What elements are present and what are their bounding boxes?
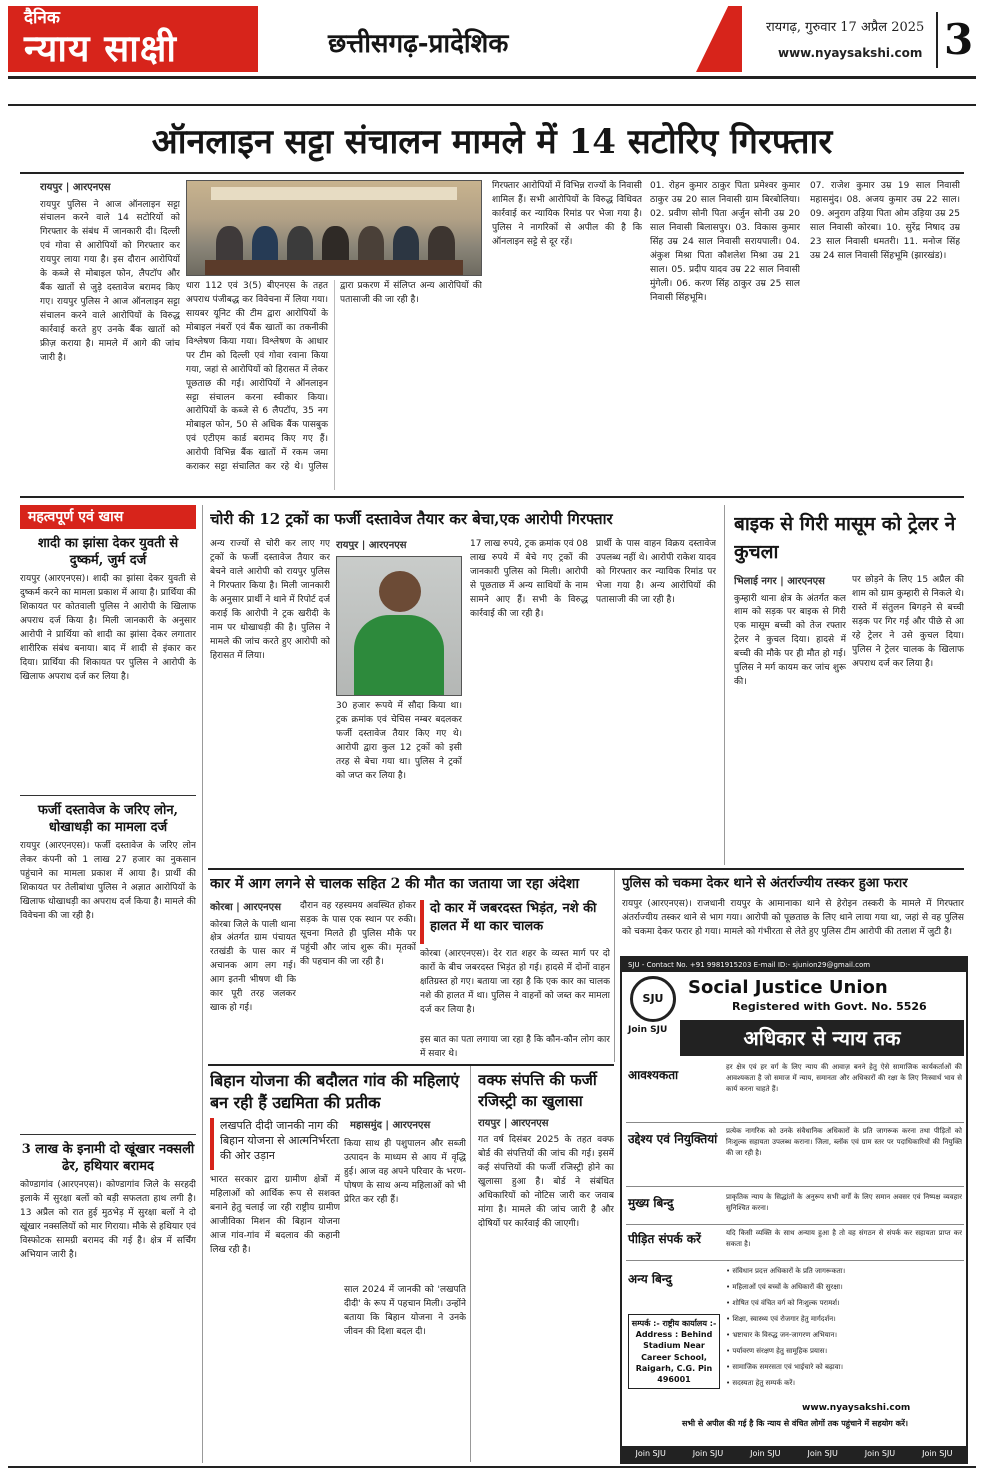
story-title: फर्जी दस्तावेज के जरिए लोन, धोखाधड़ी का मामला दर्ज [37, 803, 179, 835]
bihan-subhead: लखपति दीदी जानकी नाग की बिहान योजना से आत्मनिर्भरता की ओर उड़ान [210, 1118, 346, 1170]
photo-torso [354, 615, 443, 696]
story-text: रायपुर (आरएनएस)। फर्जी दस्तावेज के जरिए लोन लेकर कंपनी को 1 लाख 27 हजार का नुकसान पहुंचाने का मामला प्रकाश में आया है। प्रार्थी की शिकायत पर तेलीबांधा पुलिस ने अज्ञात आरोपियों के खिलाफ धोखाधड़ी का अपराध दर्ज किया है। मामले की विवेचना की जा रही है। [20, 841, 196, 921]
ad-label-points: मुख्य बिन्दु [628, 1196, 674, 1210]
byline: महासमुंद | आरएनएस [350, 1120, 431, 1131]
byline: रायपुर | आरएनएस [336, 540, 407, 550]
ad-banner: अधिकार से न्याय तक [680, 1020, 964, 1056]
ad-label-other: अन्य बिन्दु [628, 1272, 672, 1286]
raid-photo [186, 180, 482, 276]
story-text: भारत सरकार द्वारा ग्रामीण क्षेत्रों में महिलाओं को आर्थिक रूप से सशक्त बनाने हेतु चलाई जा रही राष्ट्रीय ग्रामीण आजीविका मिशन की बिहान योजना आज गांव-गांव में बदलाव की कहानी लिख रही है। [210, 1175, 340, 1255]
brand-name: न्याय साक्षी [24, 26, 178, 70]
two-car-headline-box [420, 900, 610, 944]
two-car-footer [420, 1034, 610, 1062]
story-text: गिरफ्तार आरोपियों में विभिन्न राज्यों के निवासी शामिल हैं। सभी आरोपियों के विरुद्ध विधिवत कार्रवाई कर न्यायिक रिमांड पर भेजा गया है। पुलिस ने नागरिकों से अपील की है कि ऑनलाइन सट्टे से दूर रहें। [492, 181, 642, 247]
story-text: साल 2024 में जानकी को 'लखपति दीदी' के रूप में पहचान मिली। उन्होंने बताया कि बिहान योजना ने उनके जीवन की दिशा बदल दी। [344, 1285, 466, 1337]
column-divider [202, 505, 203, 1463]
photo-person [322, 226, 348, 264]
brand-logo[interactable] [8, 6, 258, 72]
website-link[interactable]: www.nyaysakshi.com [778, 46, 923, 60]
story-text: 01. रोहन कुमार ठाकुर पिता प्रमेश्वर कुमार ठाकुर उम्र 20 साल निवासी ग्राम बिरबोलिया। 02. प्रवीण सोनी पिता अर्जुन सोनी उम्र 20 साल निवासी बिलासपुर। 03. विकास कुमार सिंह उम्र 24 साल निवासी सरायपाली। 04. अंकुश मिश्रा पिता कौशलेश मिश्रा उम्र 21 साल। 05. प्रदीप यादव उम्र 22 साल निवासी मुंगेली। 06. करण सिंह ठाकुर उम्र 25 साल निवासी सिंहभूमि। [650, 181, 800, 303]
car-fire-col2 [300, 900, 416, 1060]
sju-logo: SJU [630, 976, 676, 1022]
story-text: पर छोड़ने के लिए 15 अप्रैल की शाम को ग्राम कुम्हारी से निकले थे। रास्ते में संतुलन बिगड़ने से बच्ची सड़क पर गिर गई और पीछे से आ रहे ट्रेलर ने उसे कुचल दिया। पुलिस ने ट्रेलर चालक के खिलाफ अपराध दर्ज कर लिया है। [852, 575, 964, 669]
ad-text-points: प्राकृतिक न्याय के सिद्धांतों के अनुरूप सभी वर्गों के लिए समान अवसर एवं निष्पक्ष व्यवहार सुनिश्चित करना। [726, 1193, 962, 1212]
join-link[interactable]: Join SJU [692, 1449, 724, 1458]
story-title: शादी का झांसा देकर युवती से दुष्कर्म, जुर्म दर्ज [37, 536, 179, 568]
story-text-part: धारा 112 एवं 3(5) बीएनएस के तहत अपराध पंजीबद्ध कर विवेचना में लिया गया। सायबर यूनिट की टीम द्वारा आरोपियों के मोबाइल नंबरों एवं बैंक खातों का तकनीकी विश्लेषण किया गया। विश्लेषण के आधार पर टीम को दिल्ली एवं गोवा रवाना किया गया, जहां से आरोपियों को हिरासत में लेकर पूछताछ की गई। आरोपियों ने ऑनलाइन सट्टा संचालन करना स्वीकार किया। [186, 281, 328, 403]
story-text-part: आरोपियों के कब्जे से 6 लैपटॉप, 35 नग मोबाइल फोन, 50 से अधिक बैंक पासबुक एवं एटीएम कार्ड बरामद किए गए हैं। आरोपी विभिन्न बैंक खातों में रकम जमा कराकर सट्टा संचालित कर रहे थे। पुलिस द्वारा प्रकरण में संलिप्त अन्य आरोपियों की पतासाजी की जा रही है। [186, 281, 482, 473]
join-link[interactable]: Join SJU [922, 1449, 953, 1458]
rule [208, 868, 964, 870]
two-car-headline: दो कार में जबरदस्त भिड़ंत, नशे की हालत में था कार चालक [430, 901, 597, 934]
middle-col4 [596, 538, 716, 864]
story-text: रायपुर पुलिस ने आज ऑनलाइन सट्टा संचालन करने वाले 14 सटोरियों को गिरफ्तार के संबंध में जानकारी दी। दिल्ली एवं गोवा से आरोपियों को गिरफ्तार कर रायपुर लाया गया है। इस दौरान आरोपियों के कब्जे से मोबाइल फोन, लैपटॉप और बैंक खातों से जुड़े दस्तावेज बरामद किए गए। रायपुर पुलिस ने आज ऑनलाइन सट्टा संचालन करने वाले आरोपियों के विरुद्ध कार्रवाई करते हुए उनके बैंक खातों को फ्रीज़ कराया है। मामले में आगे की जांच जारी है। [40, 199, 180, 363]
page-number: 3 [936, 12, 973, 68]
story-text: 30 हजार रूपये में सौदा किया था। ट्रक क्रमांक एवं चेचिस नम्बर बदलकर फर्जी दस्तावेज तैयार किए गए थे। आरोपी द्वारा कुल 12 ट्रकों को इसी तरह से बेचा गया था। पुलिस ने ट्रकों को जप्त कर लिया है। [336, 701, 462, 781]
ad-join-bar [622, 1446, 966, 1462]
bihan-col2 [344, 1138, 466, 1278]
ad-org-name: Social Justice Union [688, 977, 888, 998]
story-text: रायपुर (आरएनएस)। राजधानी रायपुर के आमानाका थाने से हेरोइन तस्करी के मामले में गिरफ्तार अंतर्राज्यीय तस्कर थाने से भाग गया। आरोपी को पूछताछ के लिए थाने लाया गया था, जहां से वह पुलिस को चकमा देकर फरार हो गया। मामले को गंभीरता से लेते हुए पुलिस टीम आरोपी की तलाश में जुटी है। [622, 899, 964, 937]
story-text: कोरबा (आरएनएस)। देर रात शहर के व्यस्त मार्ग पर दो कारों के बीच जबरदस्त भिड़ंत हो गई। हादसे में दोनों वाहन क्षतिग्रस्त हो गए। बताया जा रहा है कि एक कार का चालक नशे की हालत में था। पुलिस ने वाहनों को जब्त कर मामला दर्ज कर लिया है। [420, 949, 610, 1015]
waqf-headline: वक्फ संपत्ति की फर्जी रजिस्ट्री का खुलासा [478, 1071, 597, 1110]
rule [208, 1064, 614, 1066]
ad-registration: Registered with Govt. No. 5526 [732, 1000, 927, 1013]
ad-text-requirement: हर क्षेत्र एवं हर वर्ग के लिए न्याय की आवाज़ बनने हेतु ऐसे सामाजिक कार्यकर्ताओं की आवश्यकता है जो समाज में न्याय, समानता और अधिकारों की रक्षा के लिए निःस्वार्थ भाव से कार्य करना चाहते हैं। [726, 1063, 962, 1093]
waqf-body [478, 1134, 614, 1460]
top-story-col4 [492, 180, 642, 490]
masthead-divider [8, 76, 976, 79]
ad-list-item: • भ्रष्टाचार के विरुद्ध जन-जागरण अभियान। [726, 1331, 838, 1339]
page-bottom-rule [8, 1466, 976, 1468]
ad-list-item: • सदस्यता हेतु सम्पर्क करें। [726, 1379, 795, 1387]
ad-list-item: • महिलाओं एवं बच्चों के अधिकारों की सुरक्षा। [726, 1283, 843, 1291]
sju-advertisement[interactable] [620, 956, 968, 1464]
waqf-byline-box [478, 1116, 614, 1130]
join-link[interactable]: Join SJU [750, 1449, 781, 1458]
ad-text-contact: यदि किसी व्यक्ति के साथ अन्याय हुआ है तो वह संगठन से संपर्क कर सहायता प्राप्त कर सकता है। [726, 1229, 962, 1248]
photo-person [216, 226, 242, 264]
photo-person [428, 226, 454, 264]
ad-slogan: सभी से अपील की गई है कि न्याय से वंचित लोगों तक पहुंचाने में सहयोग करें। [681, 1419, 909, 1428]
car-fire-headline: कार में आग लगने से चालक सहित 2 की मौत का जताया जा रहा अंदेशा [210, 876, 580, 892]
bihan-byline-box [350, 1118, 466, 1132]
right-col1 [734, 574, 846, 864]
ad-divider [626, 1260, 964, 1261]
ad-text-objective: प्रत्येक नागरिक को उनके संवैधानिक अधिकारों के प्रति जागरूक करना तथा पीड़ितों को निःशुल्क सहायता उपलब्ध कराना। जिला, ब्लॉक एवं ग्राम स्तर पर पदाधिकारियों की नियुक्ति की जा रही है। [726, 1127, 962, 1157]
rule [20, 172, 964, 174]
two-car-body [420, 948, 610, 1032]
accused-photo [336, 556, 462, 696]
photo-banner [211, 187, 458, 200]
middle-col1 [210, 538, 330, 864]
left-column [20, 505, 196, 1463]
story-text: प्रार्थी के पास वाहन विक्रय दस्तावेज उपलब्ध नहीं थे। आरोपी राकेश यादव को गिरफ्तार कर न्यायिक रिमांड पर भेजा गया है। अन्य आरोपियों की पतासाजी की जा रही है। [596, 539, 716, 605]
ad-divider [626, 1224, 964, 1225]
top-headline: ऑनलाइन सट्टा संचालन मामले में 14 सटोरिए गिरफ्तार [151, 122, 833, 162]
story-title: 3 लाख के इनामी दो खूंखार नक्सली ढेर, हथियार बरामद [21, 1142, 195, 1174]
ad-list-item: • संविधान प्रदत्त अधिकारों के प्रति जागरूकता। [726, 1267, 846, 1275]
story-text: 07. राजेश कुमार उम्र 19 साल निवासी महासमुंद। 08. अजय कुमार उम्र 22 साल। 09. अनुराग उड़िया पिता ओम उड़िया उम्र 25 साल निवासी कोरबा। 10. सुरेंद्र निषाद उम्र 23 साल निवासी धमतरी। 11. मनोज सिंह उम्र 24 साल निवासी सिंहभूमि (झारखंड)। [810, 181, 960, 261]
ad-contact-bar: SJU - Contact No. +91 9981915203 E-mail ID:- sjunion29@gmail.com [622, 958, 966, 972]
ad-join-label[interactable]: Join SJU [628, 1025, 668, 1035]
top-story-col1 [40, 180, 180, 490]
middle-col3 [470, 538, 588, 864]
car-fire-col1 [210, 900, 296, 1060]
byline: भिलाई नगर | आरएनएस [734, 576, 825, 587]
story-text: अन्य राज्यों से चोरी कर लाए गए ट्रकों के फर्जी दस्तावेज तैयार कर बेचने वाले आरोपी को रायपुर पुलिस ने गिरफ्तार किया है। मिली जानकारी के अनुसार प्रार्थी ने थाने में रिपोर्ट दर्ज कराई कि आरोपी ने ट्रक खरीदी के नाम पर धोखाधड़ी की है। पुलिस ने मामले की जांच करते हुए आरोपी को हिरासत में लिया। [210, 539, 330, 661]
ad-website-link[interactable]: www.nyaysakshi.com [802, 1403, 911, 1413]
brand-small: दैनिक [24, 8, 60, 28]
story-text: कोण्डागांव (आरएनएस)। कोण्डागांव जिले के सरहदी इलाके में सुरक्षा बलों को बड़ी सफलता हाथ लगी है। 13 अप्रैल को रात हुई मुठभेड़ में सुरक्षा बलों ने दो खूंखार नक्सलियों को मार गिराया। मौके से हथियार एवं विस्फोटक सामग्री बरामद की गई है। क्षेत्र में सर्चिंग अभियान जारी है। [20, 1180, 196, 1260]
issue-date: रायगढ़, गुरुवार 17 अप्रैल 2025 [766, 20, 925, 35]
ad-divider [626, 1122, 964, 1123]
byline: रायपुर | आरएनएस [478, 1118, 549, 1129]
photo-table [205, 260, 464, 275]
police-body [622, 898, 964, 952]
ad-list-item: • सामाजिक समरसता एवं भाईचारे को बढ़ावा। [726, 1363, 844, 1371]
middle-byline-box [336, 538, 462, 550]
photo-person [287, 226, 313, 264]
section-title: छत्तीसगढ़-प्रादेशिक [328, 29, 509, 59]
top-story-col2-3 [186, 280, 482, 490]
column-divider [614, 870, 615, 1062]
story-text: किया साथ ही पशुपालन और सब्जी उत्पादन के माध्यम से आय में वृद्धि हुई। आज वह अपने परिवार के भरण-पोषण के साथ अन्य महिलाओं को भी प्रेरित कर रही हैं। [344, 1139, 466, 1205]
ad-label-requirement: आवश्यकता [628, 1068, 679, 1082]
ad-list-item: • शिक्षा, स्वास्थ्य एवं रोजगार हेतु मार्गदर्शन। [726, 1315, 836, 1323]
top-story-col6 [810, 180, 960, 490]
middle-col2 [336, 700, 462, 864]
byline: कोरबा | आरएनएस [210, 902, 281, 913]
story-text: कोरबा जिले के पाली थाना क्षेत्र अंतर्गत ग्राम पंचायत रतखंडी के पास कार में अचानक आग लग गई। आग इतनी भीषण थी कि कार पूरी तरह जलकर खाक हो गई। [210, 919, 296, 1014]
ad-address: सम्पर्क :- राष्ट्रीय कार्यालय :- Address : Behind Stadium Near Career School, Raigarh, C.G. Pin 496001 [628, 1314, 720, 1389]
masthead-accent [696, 6, 742, 72]
story-text [186, 280, 482, 490]
story-text: गत वर्ष दिसंबर 2025 के तहत वक्फ बोर्ड की संपत्तियों की जांच की गई। इसमें कई संपत्तियों की फर्जी रजिस्ट्री होने का खुलासा हुआ है। बोर्ड ने संबंधित अधिकारियों को नोटिस जारी कर जवाब मांगा है। मामले की जांच जारी है और दोषियों पर कार्रवाई की जाएगी। [478, 1135, 614, 1229]
join-link[interactable]: Join SJU [864, 1449, 896, 1458]
rule [20, 496, 964, 498]
photo-person [358, 226, 384, 264]
story-text: कुम्हारी थाना क्षेत्र के अंतर्गत कल शाम को सड़क पर बाइक से गिरी एक मासूम बच्ची को तेज रफ्तार ट्रेलर ने कुचल दिया। हादसे में बच्ची की मौके पर ही मौत हो गई। पुलिस ने मर्ग कायम कर जांच शुरू की। [734, 593, 846, 688]
story-text: दौरान वह रहस्यमय अवस्थित होकर सड़क के पास एक स्थान पर रुकी। सूचना मिलते ही पुलिस मौके पर पहुंची और जांच शुरू की। मृतकों की पहचान की जा रही है। [300, 901, 416, 967]
join-link[interactable]: Join SJU [807, 1449, 838, 1458]
police-headline: पुलिस को चकमा देकर थाने से अंतर्राज्यीय तस्कर हुआ फरार [622, 876, 908, 891]
rule [8, 104, 976, 106]
middle-headline: चोरी की 12 ट्रकों का फर्जी दस्तावेज तैयार कर बेचा,एक आरोपी गिरफ्तार [210, 510, 613, 528]
photo-person [393, 226, 419, 264]
join-link[interactable]: Join SJU [635, 1449, 666, 1458]
top-story-col5 [650, 180, 800, 490]
ad-divider [626, 1186, 964, 1187]
byline: रायपुर | आरएनएस [40, 182, 111, 193]
rule [20, 1134, 196, 1135]
ad-label-objective: उद्देश्य एवं नियुक्तियां [628, 1132, 718, 1146]
bihan-headline: बिहान योजना की बदौलत गांव की महिलाएं बन रही हैं उद्यमिता की प्रतीक [210, 1071, 460, 1112]
column-divider [724, 505, 725, 865]
story-text: इस बात का पता लगाया जा रहा है कि कौन-कौन लोग कार में सवार थे। [420, 1035, 610, 1059]
photo-head [379, 571, 421, 612]
left-column-header: महत्वपूर्ण एवं खास [20, 505, 196, 529]
photo-person [252, 226, 278, 264]
bihan-col1 [210, 1174, 340, 1462]
story-text: 17 लाख रुपये, ट्रक क्रमांक एवं 08 लाख रुपये में बेचे गए ट्रकों की जानकारी पुलिस को मिली। आरोपी से पूछताछ में अन्य साथियों के नाम सामने आए हैं। सभी के विरुद्ध कार्रवाई की जा रही है। [470, 539, 588, 619]
masthead [8, 6, 976, 74]
right-col2 [852, 574, 964, 864]
column-divider [470, 1066, 471, 1462]
ad-list-item: • पर्यावरण संरक्षण हेतु सामूहिक प्रयास। [726, 1347, 828, 1355]
rule [20, 795, 196, 796]
bihan-col3 [344, 1284, 466, 1462]
right-headline: बाइक से गिरी मासूम को ट्रेलर ने कुचला [734, 513, 956, 563]
story-text: रायपुर (आरएनएस)। शादी का झांसा देकर युवती से दुष्कर्म करने का मामला प्रकाश में आया है। प्रार्थिया की शिकायत पर कोतवाली पुलिस ने आरोपी के खिलाफ अपराध दर्ज किया है। मिली जानकारी के अनुसार आरोपी ने प्रार्थिया को शादी का झांसा देकर लगातार शारीरिक संबंध बनाया। बाद में शादी से इंकार कर दिया। प्रार्थिया की शिकायत पर पुलिस ने आरोपी के खिलाफ अपराध दर्ज कर लिया है। [20, 574, 196, 682]
ad-label-contact: पीड़ित संपर्क करें [628, 1232, 701, 1246]
ad-list-item: • शोषित एवं वंचित वर्ग को निःशुल्क परामर्श। [726, 1299, 840, 1307]
